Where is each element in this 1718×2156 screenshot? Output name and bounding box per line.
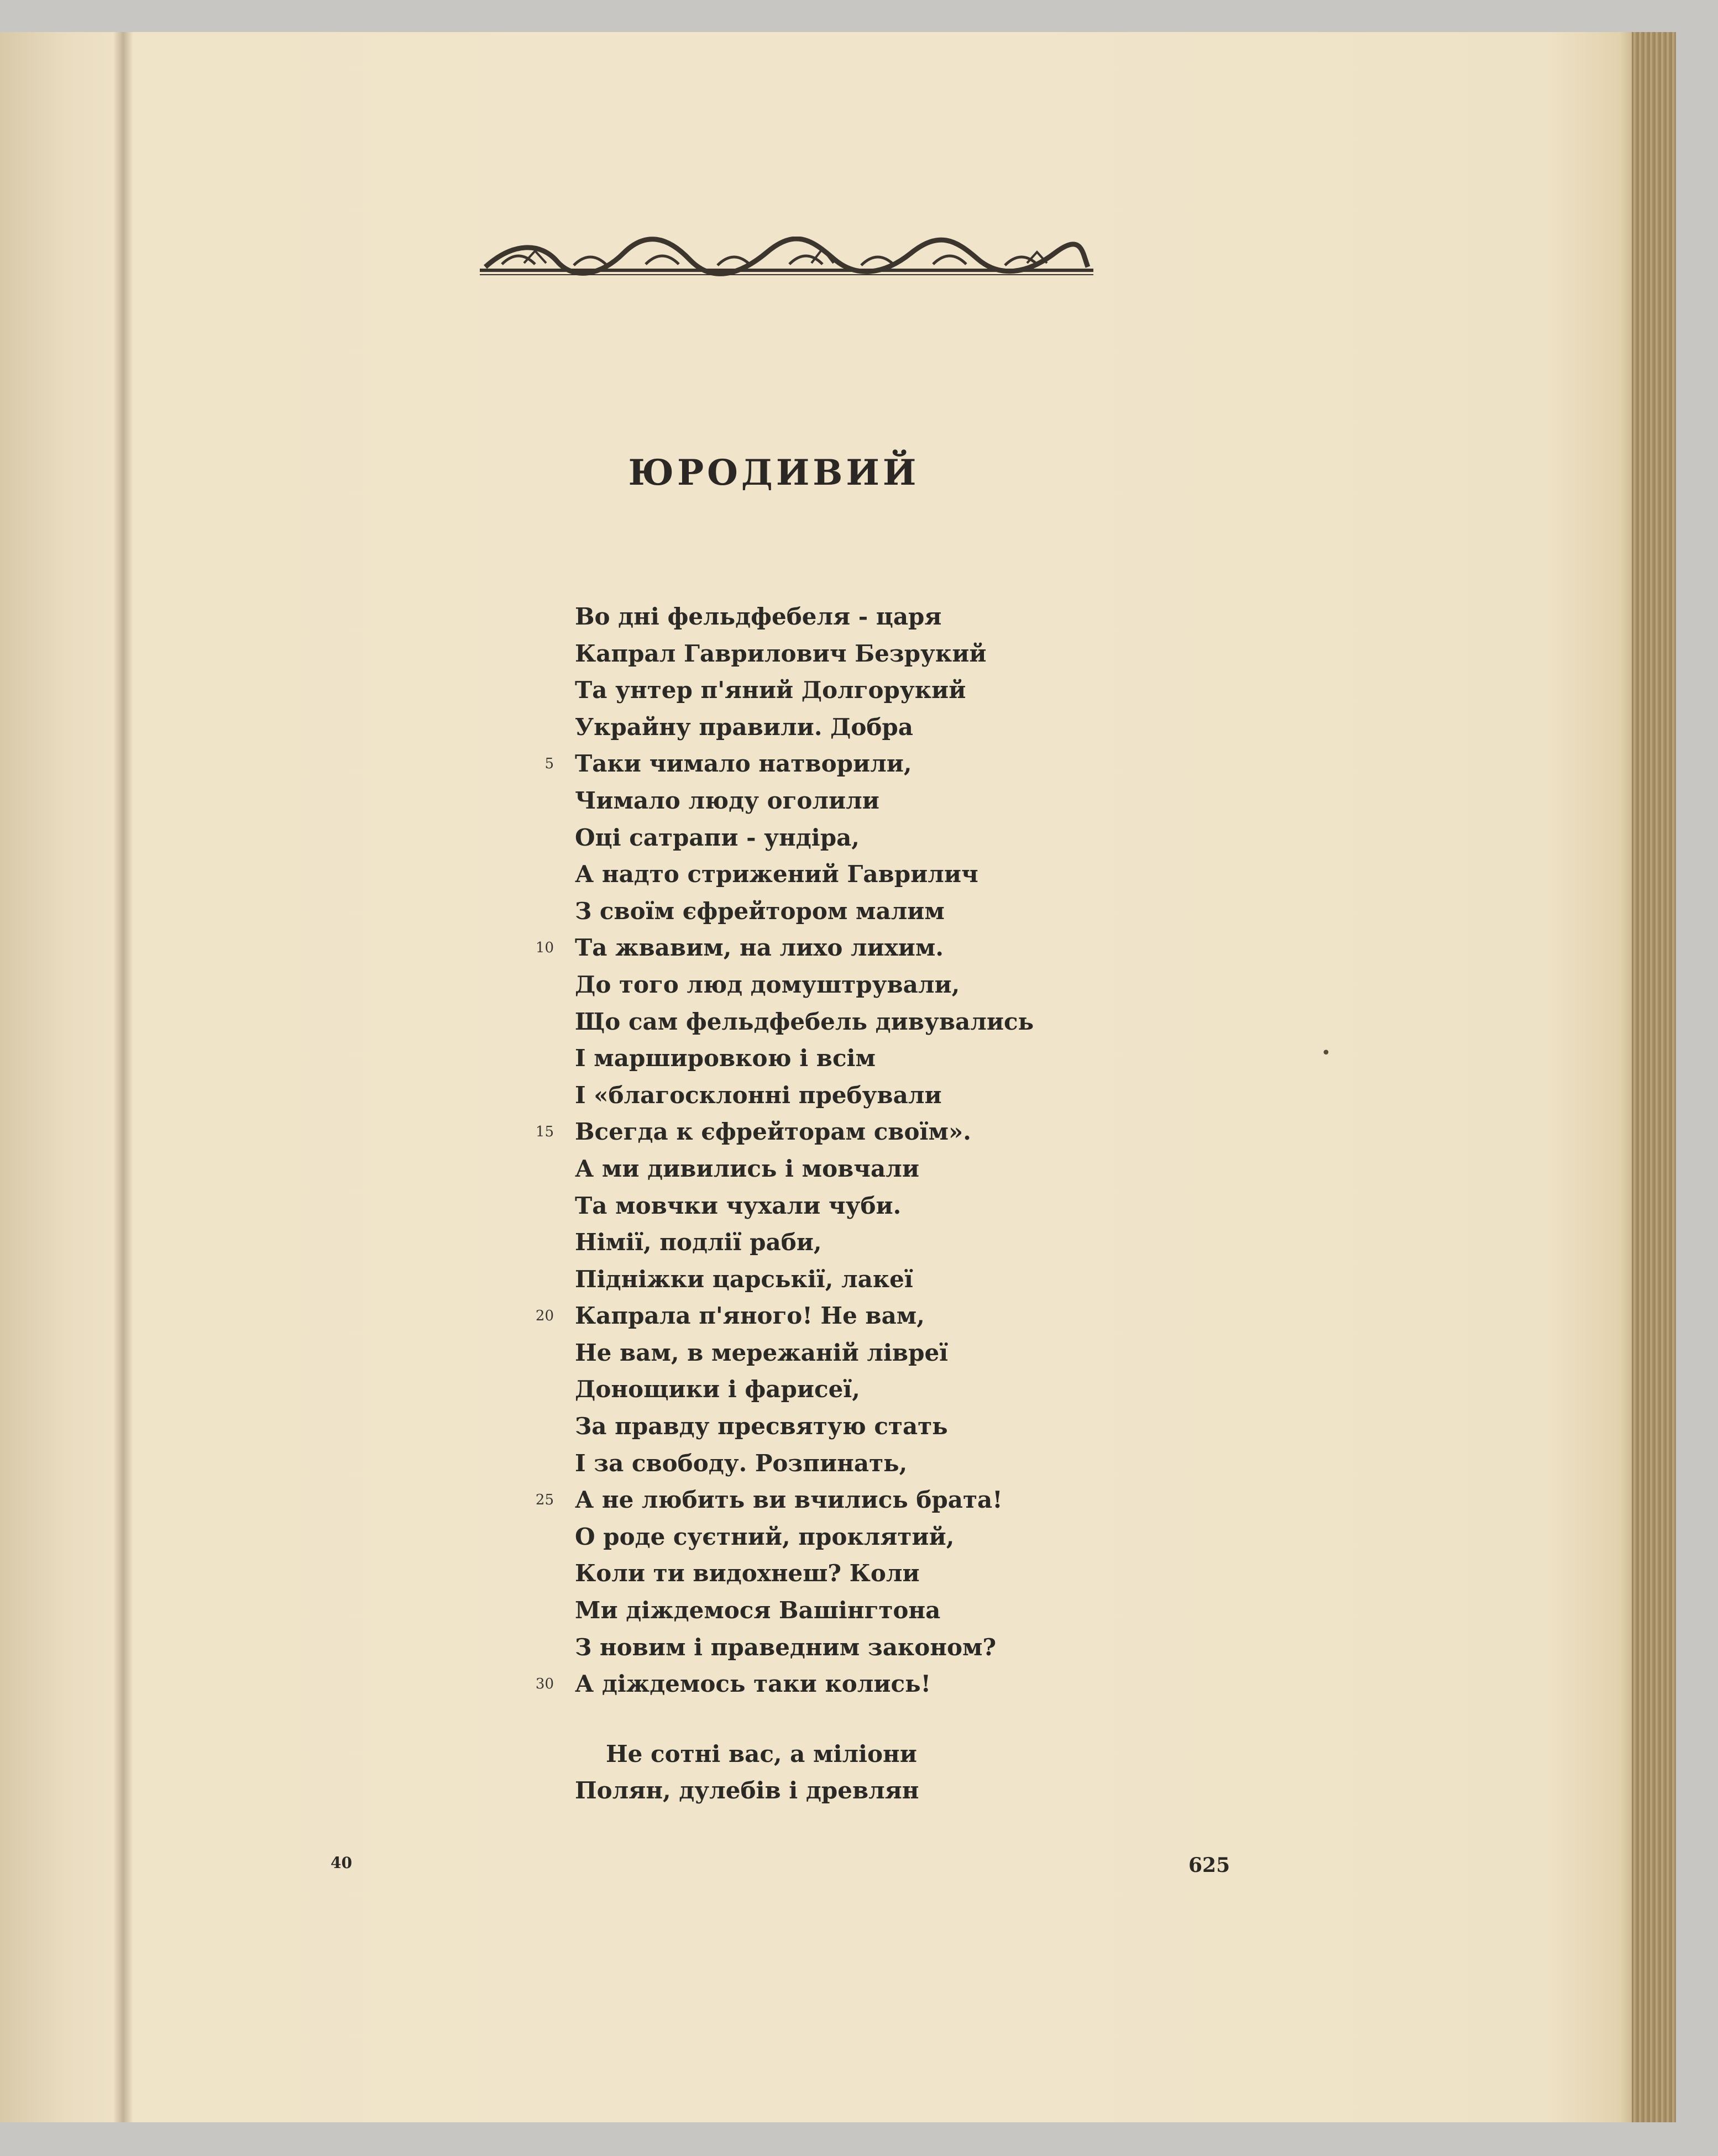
poem-line	[575, 672, 1034, 709]
poem-line	[575, 1004, 1034, 1041]
poem-line	[575, 709, 1034, 746]
line-text: Всегда к єфрейторам своїм».	[575, 1118, 971, 1146]
decorative-headpiece	[480, 237, 1093, 286]
line-text: Донощики і фарисеї,	[575, 1376, 860, 1403]
book-page	[0, 32, 1676, 2122]
poem-line	[575, 1151, 1034, 1188]
poem-line	[535, 1666, 1034, 1703]
line-text: Коли ти видохнеш? Коли	[575, 1560, 920, 1587]
poem-line	[535, 1114, 1034, 1151]
line-number: 5	[544, 756, 554, 773]
line-text: Таки чимало натворили,	[575, 750, 912, 778]
stanza-2	[575, 1736, 1034, 1809]
page-gutter-shadow	[113, 32, 133, 2122]
poem-line	[544, 746, 1034, 783]
line-text: Та мовчки чухали чуби.	[575, 1192, 902, 1219]
line-text: І маршировкою і всім	[575, 1045, 876, 1072]
poem-line	[575, 820, 1034, 857]
stanza-gap	[575, 1703, 1034, 1736]
line-text: З новим і праведним законом?	[575, 1633, 997, 1661]
ink-speck: •	[1321, 1043, 1331, 1063]
line-text: Не сотні вас, а міліони	[606, 1740, 917, 1767]
line-text: Капрал Гаврилович Безрукий	[575, 639, 987, 667]
line-text: Та жвавим, на лихо лихим.	[575, 934, 944, 962]
poem-line	[575, 1371, 1034, 1408]
poem-line	[575, 1040, 1034, 1077]
line-text: Полян, дулебів і древлян	[575, 1777, 919, 1804]
line-number: 10	[535, 940, 554, 957]
line-text: Та унтер п'яний Долгорукий	[575, 676, 966, 704]
poem-line	[575, 1224, 1034, 1261]
line-number: 30	[535, 1676, 554, 1693]
poem-title: ЮРОДИВИЙ	[628, 452, 920, 494]
poem-line	[535, 1482, 1034, 1519]
poem-body	[535, 599, 1034, 1809]
poem-line	[575, 1077, 1034, 1114]
line-text: Чимало люду оголили	[575, 786, 879, 814]
line-text: Во дні фельдфебеля - царя	[575, 603, 942, 630]
line-text: А діждемось таки колись!	[575, 1670, 931, 1698]
poem-line	[575, 856, 1034, 893]
poem-line	[575, 1629, 1034, 1666]
page-number: 625	[1188, 1854, 1230, 1877]
line-text: І «благосклонні пребували	[575, 1081, 942, 1109]
line-text: А надто стрижений Гаврилич	[575, 861, 978, 888]
poem-line	[575, 1555, 1034, 1592]
stanza-1	[535, 599, 1034, 1703]
line-text: О роде суєтний, проклятий,	[575, 1523, 955, 1550]
page-edges	[1632, 32, 1676, 2122]
poem-line	[575, 1772, 1034, 1809]
poem-line	[575, 967, 1034, 1004]
line-number: 20	[535, 1308, 554, 1325]
line-text: Ми діждемося Вашінгтона	[575, 1597, 941, 1624]
signature-mark: 40	[331, 1854, 352, 1872]
line-text: Що сам фельдфебель дивувались	[575, 1008, 1034, 1035]
line-text: З своїм єфрейтором малим	[575, 897, 945, 925]
poem-line	[575, 783, 1034, 820]
line-text: Не вам, в мережаній лівреї	[575, 1339, 949, 1366]
line-text: Капрала п'яного! Не вам,	[575, 1302, 925, 1330]
line-text: І за свободу. Розпинать,	[575, 1449, 908, 1477]
poem-line	[575, 1408, 1034, 1445]
poem-line	[535, 1298, 1034, 1335]
line-number: 15	[535, 1124, 554, 1141]
poem-line	[575, 599, 1034, 636]
line-text: Оці сатрапи - ундіра,	[575, 823, 860, 851]
poem-line	[575, 636, 1034, 673]
line-text: А ми дивились і мовчали	[575, 1155, 920, 1182]
poem-line	[575, 1736, 1034, 1773]
line-text: Підніжки царськії, лакеї	[575, 1265, 913, 1293]
line-number: 25	[535, 1492, 554, 1509]
poem-line	[575, 1261, 1034, 1298]
line-text: Німії, подлії раби,	[575, 1229, 822, 1256]
poem-line	[575, 1445, 1034, 1482]
poem-line	[575, 1335, 1034, 1372]
poem-line	[575, 1592, 1034, 1629]
line-text: А не любить ви вчились брата!	[575, 1486, 1003, 1514]
line-text: За правду пресвятую стать	[575, 1413, 948, 1440]
line-text: До того люд домуштрували,	[575, 971, 960, 998]
line-text: Украйну правили. Добра	[575, 713, 914, 741]
poem-line	[575, 1188, 1034, 1225]
poem-line	[535, 930, 1034, 967]
poem-line	[575, 1519, 1034, 1556]
poem-line	[575, 893, 1034, 930]
